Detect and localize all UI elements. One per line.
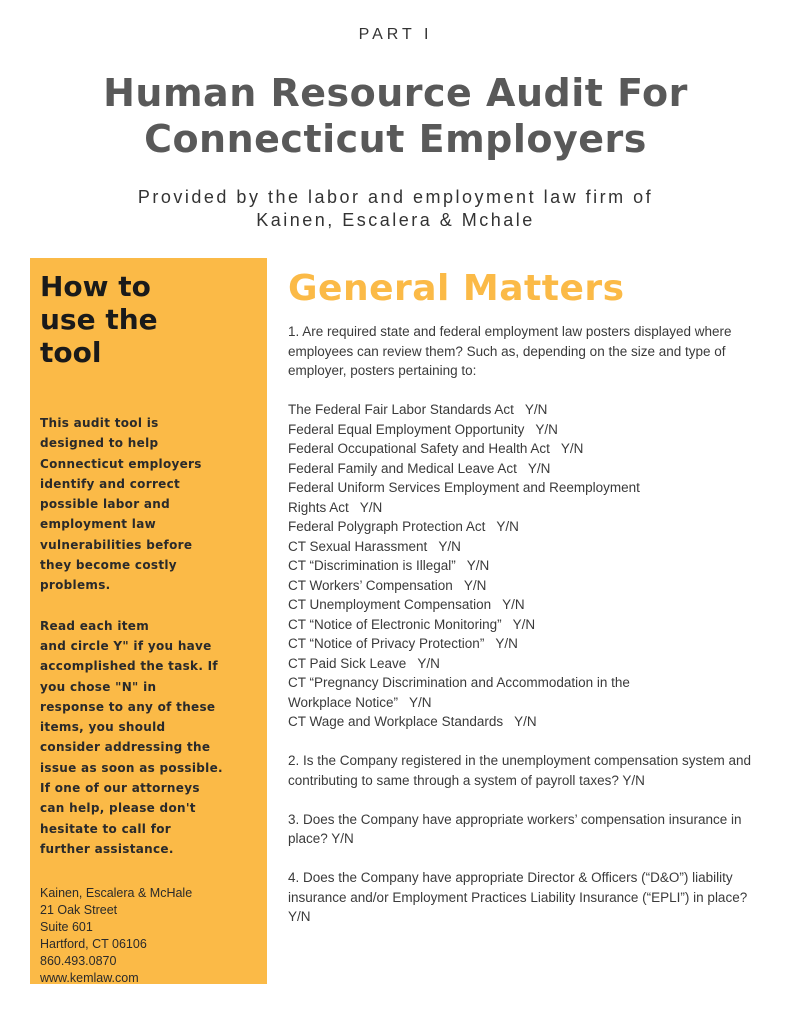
address-street: 21 Oak Street — [40, 903, 118, 918]
list-item: Federal Uniform Services Employment and Reemployment — [288, 480, 640, 495]
list-item: CT Wage and Workplace Standards Y/N — [288, 714, 537, 729]
subtitle-line-2: Kainen, Escalera & Mchale — [256, 210, 535, 230]
list-item: The Federal Fair Labor Standards Act Y/N — [288, 402, 548, 417]
list-item: Rights Act Y/N — [288, 499, 383, 515]
poster-list — [288, 400, 758, 732]
subtitle-line-1: Provided by the labor and employment law firm of — [137, 187, 654, 207]
part-label: PART I — [358, 26, 433, 43]
page-title-line-2: Connecticut Employers — [144, 117, 647, 161]
address-suite: Suite 601 — [40, 920, 93, 935]
instructions-paragraph-1: This audit tool is designed to help Connecticut employers identify and correct possible labor and employment law vulnerabilities before they become costly problems. — [40, 416, 202, 593]
general-matters-section — [288, 266, 758, 946]
page-title-line-1: Human Resource Audit For — [103, 71, 688, 115]
question-4: 4. Does the Company have appropriate Director & Officers (“D&O”) liability insurance and/or Employment Practices Liability Insurance (“EPLI”) in place? Y/N — [288, 870, 748, 924]
list-item: Federal Occupational Safety and Health Act Y/N — [288, 441, 584, 456]
firm-website: www.kemlaw.com — [40, 971, 139, 986]
list-item: CT “Notice of Electronic Monitoring” Y/N — [288, 616, 536, 632]
page-title — [0, 70, 791, 162]
list-item: Workplace Notice” Y/N — [288, 694, 432, 710]
how-to-heading: How to use the tool — [40, 270, 158, 369]
how-to-instructions — [40, 413, 257, 859]
section-heading: General Matters — [288, 268, 625, 309]
list-item: Federal Polygraph Protection Act Y/N — [288, 519, 519, 534]
list-item: CT “Pregnancy Discrimination and Accommodation in the — [288, 675, 630, 690]
list-item: Federal Equal Employment Opportunity Y/N — [288, 421, 558, 437]
instructions-paragraph-2: Read each item and circle Y" if you have accomplished the task. If you chose "N" in response to any of these items, you should consider addressing the issue as soon as possible. If one of our attorneys can help, please don't hesitate to call for further assistance. — [40, 618, 223, 856]
firm-phone: 860.493.0870 — [40, 954, 117, 969]
how-to-sidebar — [30, 258, 267, 984]
firm-address — [40, 885, 257, 987]
list-item: CT Unemployment Compensation Y/N — [288, 597, 525, 612]
address-city: Hartford, CT 06106 — [40, 937, 147, 952]
question-1: 1. Are required state and federal employment law posters displayed where employees can review them? Such as, depending on the size and type of employer, posters pertaining to: — [288, 324, 732, 378]
list-item: CT Sexual Harassment Y/N — [288, 538, 461, 554]
page-subtitle — [0, 186, 791, 232]
list-item: CT Workers’ Compensation Y/N — [288, 577, 487, 593]
list-item: CT “Notice of Privacy Protection” Y/N — [288, 636, 518, 651]
question-2: 2. Is the Company registered in the unemployment compensation system and contributing to same through a system of payroll taxes? Y/N — [288, 753, 751, 788]
list-item: CT Paid Sick Leave Y/N — [288, 655, 440, 671]
question-3: 3. Does the Company have appropriate workers’ compensation insurance in place? Y/N — [288, 811, 742, 846]
list-item: Federal Family and Medical Leave Act Y/N — [288, 460, 551, 476]
firm-name: Kainen, Escalera & McHale — [40, 886, 193, 901]
list-item: CT “Discrimination is Illegal” Y/N — [288, 558, 490, 573]
